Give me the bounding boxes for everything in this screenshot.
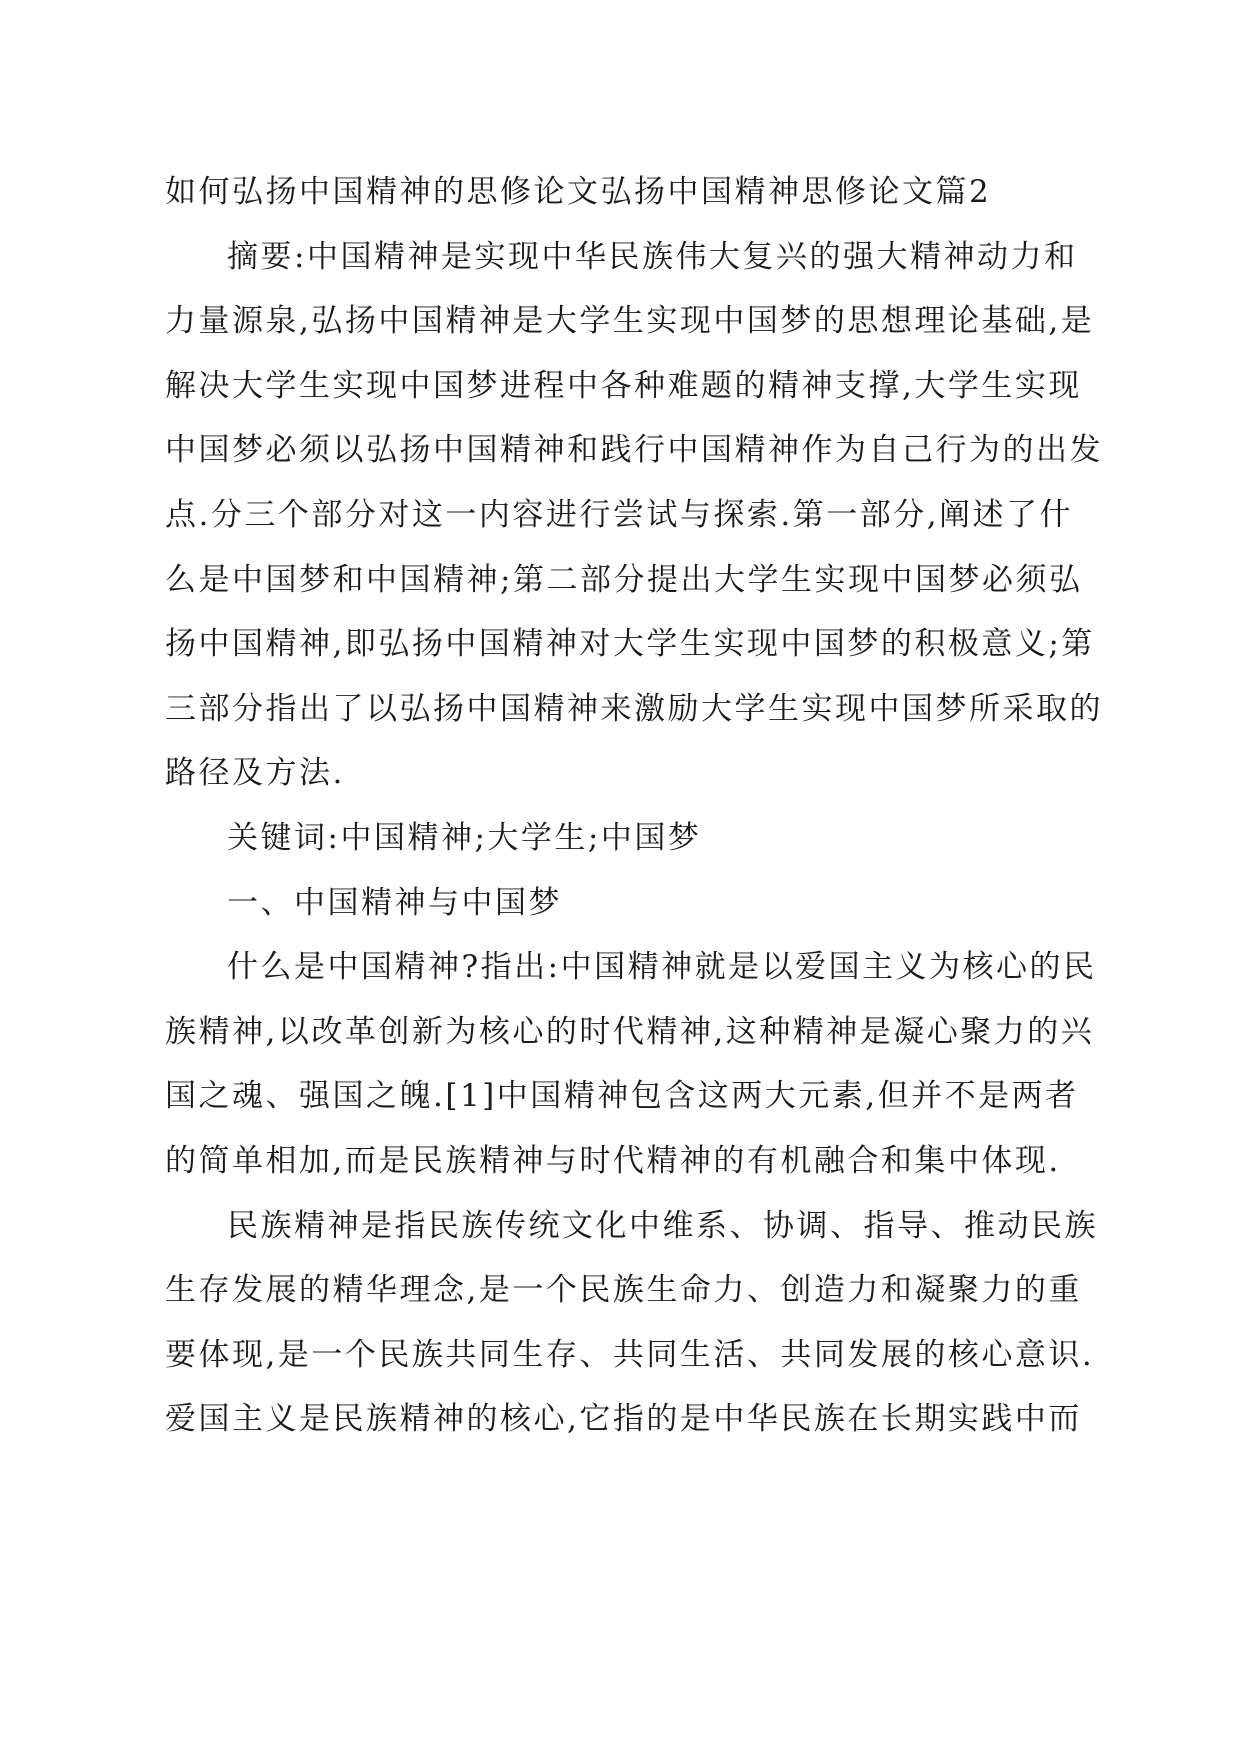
paragraph-line: 民族精神是指民族传统文化中维系、协调、指导、推动民族: [227, 1207, 1098, 1244]
keywords-paragraph: [165, 806, 1095, 871]
paragraph-line: 的简单相加,而是民族精神与时代精神的有机融合和集中体现.: [165, 1142, 1061, 1179]
paragraph-line: 国之魂、强国之魄.[1]中国精神包含这两大元素,但并不是两者: [165, 1078, 1079, 1115]
paragraph-line: 解决大学生实现中国梦进程中各种难题的精神支撑,大学生实现: [165, 367, 1082, 404]
paragraph-line: 点.分三个部分对这一内容进行尝试与探索.第一部分,阐述了什: [165, 496, 1074, 533]
body-paragraph: [165, 1194, 1098, 1452]
document-title: [165, 160, 1095, 225]
title-line: 如何弘扬中国精神的思修论文弘扬中国精神思修论文篇2: [165, 174, 992, 210]
paragraph-line: 么是中国梦和中国精神;第二部分提出大学生实现中国梦必须弘: [165, 561, 1083, 598]
paragraph-line: 什么是中国精神?指出:中国精神就是以爱国主义为核心的民: [227, 949, 1097, 986]
abstract-paragraph: [165, 225, 1103, 806]
paragraph-line: 力量源泉,弘扬中国精神是大学生实现中国梦的思想理论基础,是: [165, 303, 1095, 340]
paragraph-line: 三部分指出了以弘扬中国精神来激励大学生实现中国梦所采取的: [165, 690, 1103, 727]
body-paragraph: [165, 935, 1095, 1193]
paragraph-line: 路径及方法.: [165, 755, 345, 792]
paragraph-line: 爱国主义是民族精神的核心,它指的是中华民族在长期实践中而: [165, 1401, 1082, 1438]
paragraph-line: 关键词:中国精神;大学生;中国梦: [227, 819, 702, 856]
paragraph-line: 生存发展的精华理念,是一个民族生命力、创造力和凝聚力的重: [165, 1272, 1082, 1309]
paragraph-line: 中国梦必须以弘扬中国精神和践行中国精神作为自己行为的出发: [165, 432, 1103, 469]
paragraph-line: 扬中国精神,即弘扬中国精神对大学生实现中国梦的积极意义;第: [165, 626, 1095, 663]
paragraph-line: 摘要:中国精神是实现中华民族伟大复兴的强大精神动力和: [227, 238, 1078, 275]
paragraph-line: 族精神,以改革创新为核心的时代精神,这种精神是凝心聚力的兴: [165, 1013, 1095, 1050]
section-heading: [165, 871, 1095, 936]
heading-line: 一、中国精神与中国梦: [227, 884, 562, 921]
document-body: [165, 160, 1103, 1452]
paragraph-line: 要体现,是一个民族共同生存、共同生活、共同发展的核心意识.: [165, 1336, 1095, 1373]
